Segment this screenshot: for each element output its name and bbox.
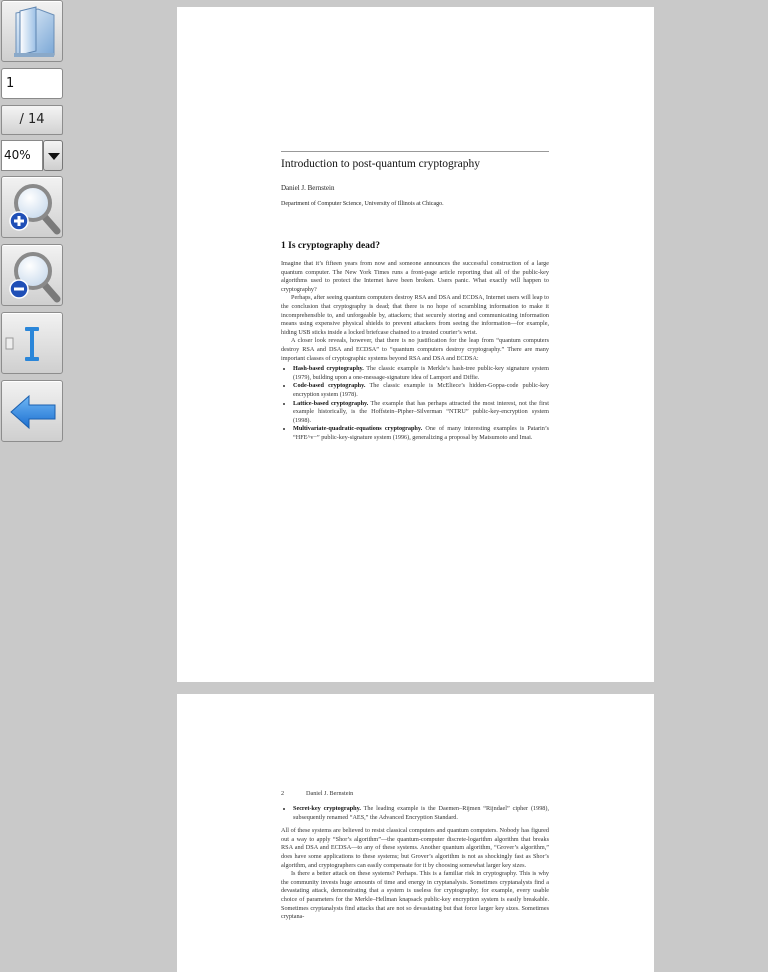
back-arrow-icon (2, 381, 64, 443)
section-heading: 1 Is cryptography dead? (281, 241, 380, 251)
title-rule (281, 151, 549, 152)
bullet-list (281, 805, 549, 822)
list-item: • Hash-based cryptography. The classic example is Merkle’s hash-tree public-key signature system (1979), building upon a one-message-signature idea of Lamport and Diffie. (293, 365, 549, 382)
list-item: • Lattice-based cryptography. The example that has perhaps attracted the most interest, not the first example historically, is the Hoffstein–Pipher–Silverman “NTRU” public-key-encryption system (1998). (293, 400, 549, 426)
zoom-in-icon (2, 177, 64, 239)
paper-affiliation: Department of Computer Science, University of Illinois at Chicago. (281, 201, 444, 207)
back-button[interactable] (1, 380, 63, 442)
paragraph: All of these systems are believed to resist classical computers and quantum computers. Nobody has figured out a way to apply “Shor’s algorithm”—the quantum-computer discrete-logarithm algorithm that breaks RSA and DSA and ECDSA—to any of these systems. Another quantum algorithm, “Grover’s algorithm,” does have some applications to these systems; but Grover’s algorithm is not as shockingly fast as Shor’s algorithm, and cryptographers can easily compensate for it by choosing somewhat larger key sizes. (281, 827, 549, 869)
chevron-down-icon (48, 153, 60, 160)
zoom-value: 40% (1, 140, 43, 171)
open-file-button[interactable] (1, 0, 63, 62)
zoom-select[interactable] (1, 140, 63, 171)
zoom-out-icon (2, 245, 64, 307)
paragraph: Imagine that it’s fifteen years from now and someone announces the successful construction of a large quantum computer. The New York Times runs a front-page article reporting that all of the public-key algorithms used to protect the Internet have been broken. Users panic. What exactly will happen to cryptography? (281, 260, 549, 293)
pdf-page-2 (177, 694, 654, 972)
page-number-input[interactable] (1, 68, 63, 99)
page-total-label: / 14 (1, 105, 63, 135)
document-viewer[interactable] (66, 0, 768, 972)
text-select-button[interactable] (1, 312, 63, 374)
paragraph: A closer look reveals, however, that there is no justification for the leap from “quantum computers destroy RSA and DSA and ECDSA” to “quantum computers destroy cryptography.” There are many important classes of cryptographic systems beyond RSA and DSA and ECDSA: (281, 337, 549, 362)
folder-icon (2, 1, 64, 63)
running-header (281, 790, 549, 797)
running-head: Daniel J. Bernstein (306, 790, 354, 797)
paper-author: Daniel J. Bernstein (281, 184, 335, 192)
paragraph: Is there a better attack on these systems? Perhaps. This is a familiar risk in cryptography. This is why the community invests huge amounts of time and energy in cryptanalysis. Sometimes cryptanalysts find a devastating attack, demonstrating that a system is useless for cryptography; for example, every usable choice of parameters for the Merkle–Hellman knapsack public-key encryption system is easily breakable. Sometimes cryptanalysts find attacks that are not so devastating but that force larger key sizes. Sometimes cryptana- (281, 870, 549, 921)
bullet-list (281, 365, 549, 442)
toolbar (0, 0, 66, 972)
zoom-dropdown-button[interactable] (43, 140, 63, 171)
zoom-out-button[interactable] (1, 244, 63, 306)
pdf-page-1 (177, 7, 654, 682)
list-item: • Secret-key cryptography. The leading example is the Daemen–Rijmen “Rijndael” cipher (1998), subsequently renamed “AES,” the Advanced Encryption Standard. (293, 805, 549, 822)
page-number: 2 (281, 790, 285, 797)
paper-title: Introduction to post-quantum cryptography (281, 158, 480, 170)
text-select-icon (2, 313, 64, 375)
list-item: • Code-based cryptography. The classic example is McEliece’s hidden-Goppa-code public-key encryption system (1978). (293, 382, 549, 399)
list-item: • Multivariate-quadratic-equations cryptography. One of many interesting examples is Patarin’s “HFE^v−” public-key-signature system (1996), generalizing a proposal by Matsumoto and Imai. (293, 425, 549, 442)
zoom-in-button[interactable] (1, 176, 63, 238)
paragraph: Perhaps, after seeing quantum computers destroy RSA and DSA and ECDSA, Internet users will leap to the conclusion that cryptography is dead; that there is no hope of scrambling information to make it incomprehensible to, and unforgeable by, attackers; that securely storing and communicating information means using expensive physical shields to prevent attackers from seeing the information—for example, hiding USB sticks inside a locked briefcase chained to a trusted courier’s wrist. (281, 294, 549, 336)
